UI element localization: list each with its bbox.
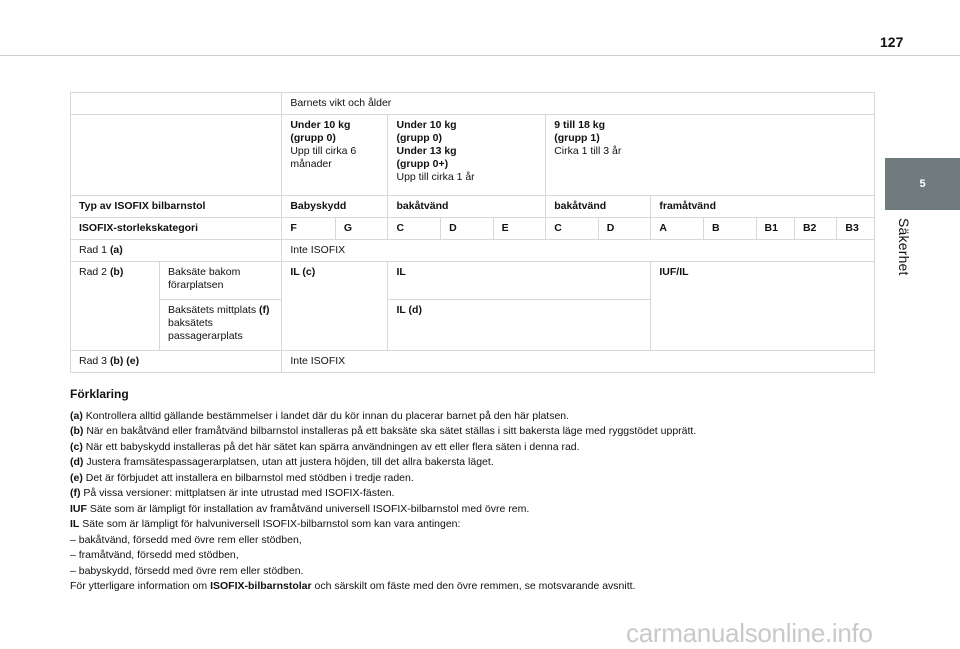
legend-title: Förklaring: [70, 387, 129, 401]
group-0plus-cell: [388, 115, 546, 196]
note-key: (b): [70, 425, 84, 437]
group-name: (grupp 0): [396, 132, 442, 144]
legend-note: [70, 502, 880, 518]
size-cell: E: [493, 218, 546, 240]
note-key: (d): [70, 456, 84, 468]
note-text: Säte som är lämpligt för halvuniversell ISOFIX-bilbarnstol som kan vara antingen:: [79, 518, 461, 530]
final-bold: ISOFIX-bilbarnstolar: [210, 580, 312, 592]
row1-label: [71, 240, 282, 262]
legend-final: [70, 579, 880, 595]
row2-il-c: IL (c): [282, 262, 388, 351]
group-weight: Under 13 kg: [396, 145, 457, 157]
size-cell: G: [335, 218, 388, 240]
size-cell: C: [388, 218, 441, 240]
table-row: [71, 196, 875, 218]
table-cell: [71, 115, 282, 196]
table-row: [71, 240, 875, 262]
legend-note: [70, 440, 880, 456]
group-name: (grupp 0+): [396, 158, 449, 170]
row2-label: [71, 262, 160, 351]
note-text: Det är förbjudet att installera en bilbarnstol med stödben i tredje raden.: [82, 471, 414, 484]
type-label: Typ av ISOFIX bilbarnstol: [71, 196, 282, 218]
size-cell: B2: [794, 218, 836, 240]
type-cell: framåtvänd: [651, 196, 875, 218]
row1-value: Inte ISOFIX: [282, 240, 875, 262]
size-cell: D: [441, 218, 494, 240]
weight-age-header: Barnets vikt och ålder: [282, 93, 875, 115]
type-cell: Babyskydd: [282, 196, 388, 218]
legend-note: [70, 455, 880, 471]
size-cell: B: [703, 218, 756, 240]
table-row: [71, 115, 875, 196]
type-cell: bakåtvänd: [546, 196, 651, 218]
size-cell: F: [282, 218, 336, 240]
group-age: Upp till cirka 1 år: [396, 171, 475, 183]
row2-sub1: Baksäte bakom förarplatsen: [159, 262, 281, 300]
section-label: Säkerhet: [896, 218, 912, 276]
row3-label: [71, 351, 282, 373]
row2-sub2: [159, 300, 281, 351]
row-name: Rad 3: [79, 355, 110, 367]
note-key: (c): [70, 440, 83, 453]
group-1-cell: [546, 115, 875, 196]
note-ref: (b): [109, 266, 124, 278]
note-ref: (b) (e): [109, 355, 140, 367]
size-cell: B1: [756, 218, 794, 240]
note-key: (e): [70, 471, 83, 484]
group-age: Cirka 1 till 3 år: [554, 145, 622, 157]
note-text: Säte som är lämpligt för installation av framåtvänd universell ISOFIX-bilbarnstol med övre rem.: [86, 502, 530, 515]
note-text: När en bakåtvänd eller framåtvänd bilbarnstol installeras på ett baksäte ska sätet ställas i sitt bakersta läge med ryggstödet upprätt.: [83, 425, 697, 437]
row3-value: Inte ISOFIX: [282, 351, 875, 373]
note-text: Kontrollera alltid gällande bestämmelser i landet där du kör innan du placerar barnet på den här platsen.: [82, 409, 570, 422]
legend-note: [70, 471, 880, 487]
legend-note: [70, 517, 880, 533]
row2-il: IL: [388, 262, 651, 300]
size-cell: C: [546, 218, 599, 240]
note-text: På vissa versioner: mittplatsen är inte utrustad med ISOFIX-fästen.: [80, 487, 395, 499]
note-text: När ett babyskydd installeras på det här sätet kan spärra användningen av ett eller flera säten i denna rad.: [82, 440, 580, 453]
legend-bullet: – bakåtvänd, försedd med övre rem eller stödben,: [70, 533, 302, 546]
group-name: (grupp 0): [290, 132, 336, 144]
sub-text: Baksätets mittplats: [167, 304, 260, 316]
note-key: (a): [70, 409, 83, 422]
legend-note: [70, 409, 880, 425]
group-weight: Under 10 kg: [396, 119, 457, 131]
table-row: [71, 218, 875, 240]
header-divider: [0, 55, 960, 56]
group-0-cell: [282, 115, 388, 196]
group-age: Upp till cirka 6 månader: [290, 145, 357, 170]
row2-iuf: IUF/IL: [651, 262, 875, 351]
row-name: Rad 2: [79, 266, 110, 278]
note-key: IL: [70, 518, 80, 530]
row-name: Rad 1: [79, 244, 110, 256]
note-key: (f): [70, 487, 81, 499]
group-name: (grupp 1): [554, 132, 600, 144]
size-cell: B3: [837, 218, 875, 240]
note-text: Justera framsätespassagerarplatsen, utan att justera höjden, till det allra bakersta läget.: [83, 456, 494, 468]
legend-bullet: – framåtvänd, försedd med stödben,: [70, 549, 239, 561]
section-tab[interactable]: 5: [885, 158, 960, 210]
legend: [70, 387, 880, 595]
size-cell: D: [598, 218, 651, 240]
sub-text: baksätets passagerarplats: [167, 317, 243, 342]
page-number: 127: [880, 34, 904, 50]
table-cell: [71, 93, 282, 115]
size-label: ISOFIX-storlekskategori: [71, 218, 282, 240]
table-row: [71, 93, 875, 115]
watermark: carmanualsonline.info: [626, 618, 873, 648]
row2-il-d: IL (d): [388, 300, 651, 351]
table-row: [71, 262, 875, 300]
legend-note: [70, 424, 880, 440]
isofix-table: [70, 92, 875, 373]
note-key: IUF: [70, 502, 87, 515]
size-cell: A: [651, 218, 704, 240]
legend-note: [70, 486, 880, 502]
note-ref: (a): [109, 244, 123, 256]
group-weight: Under 10 kg: [290, 119, 351, 131]
table-row: [71, 351, 875, 373]
type-cell: bakåtvänd: [388, 196, 546, 218]
legend-bullet: – babyskydd, försedd med övre rem eller stödben.: [70, 564, 304, 577]
group-weight: 9 till 18 kg: [554, 119, 605, 131]
final-text: För ytterligare information om: [70, 580, 211, 592]
final-text: och särskilt om fäste med den övre remmen, se motsvarande avsnitt.: [311, 580, 636, 592]
note-ref: (f): [259, 304, 270, 316]
